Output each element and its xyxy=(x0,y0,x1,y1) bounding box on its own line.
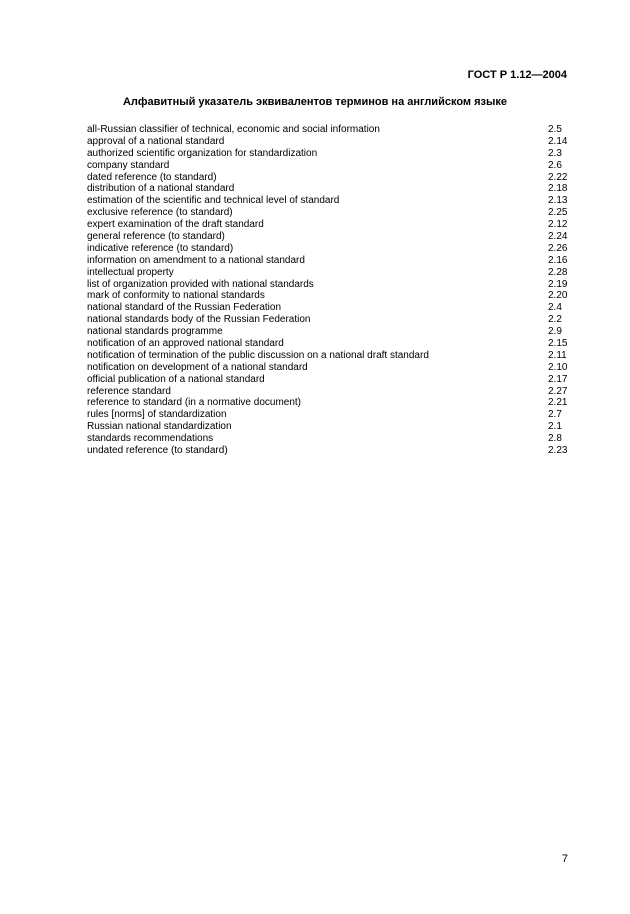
index-term: company standard xyxy=(87,159,170,171)
index-term: national standards body of the Russian Federation xyxy=(87,314,311,326)
index-reference: 2.5 xyxy=(548,124,562,135)
index-reference: 2.18 xyxy=(548,183,568,195)
index-entry xyxy=(87,136,572,148)
index-entry xyxy=(87,326,572,338)
index-entry xyxy=(87,160,572,172)
index-reference: 2.22 xyxy=(548,171,568,183)
index-reference: 2.23 xyxy=(548,445,568,457)
index-reference: 2.8 xyxy=(548,433,562,445)
index-term: indicative reference (to standard) xyxy=(87,242,234,254)
index-reference: 2.1 xyxy=(548,421,562,433)
page-number: 7 xyxy=(561,853,568,865)
index-reference: 2.26 xyxy=(548,242,568,254)
index-term: reference to standard (in a normative document) xyxy=(87,397,301,409)
index-reference: 2.7 xyxy=(548,409,562,421)
index-reference: 2.27 xyxy=(548,385,568,397)
index-term: general reference (to standard) xyxy=(87,231,225,243)
index-entry xyxy=(87,279,572,291)
index-title: Алфавитный указатель эквивалентов терминов на английском языке xyxy=(122,96,507,108)
index-entry xyxy=(87,350,572,362)
index-entry xyxy=(87,255,572,267)
index-entry xyxy=(87,433,572,445)
index-term: exclusive reference (to standard) xyxy=(87,207,233,219)
index-term: information on amendment to a national standard xyxy=(87,254,305,266)
index-term: mark of conformity to national standards xyxy=(87,290,265,302)
index-entry xyxy=(87,267,572,279)
index-reference: 2.17 xyxy=(548,373,568,385)
index-reference: 2.3 xyxy=(548,147,562,159)
index-reference: 2.6 xyxy=(548,159,562,171)
index-entry xyxy=(87,207,572,219)
index-entry xyxy=(87,124,572,136)
index-term: national standard of the Russian Federation xyxy=(87,302,282,314)
index-entry xyxy=(87,374,572,386)
index-reference: 2.13 xyxy=(548,195,568,207)
index-entry xyxy=(87,386,572,398)
index-term: rules [norms] of standardization xyxy=(87,409,227,421)
index-term: notification of an approved national standard xyxy=(87,338,284,350)
index-entry xyxy=(87,397,572,409)
index-entry xyxy=(87,338,572,350)
index-reference: 2.19 xyxy=(548,278,568,290)
index-entry xyxy=(87,290,572,302)
index-reference: 2.2 xyxy=(548,314,562,326)
index-term: notification of termination of the public discussion on a national draft standard xyxy=(87,349,429,361)
index-term: notification on development of a national standard xyxy=(87,361,308,373)
index-reference: 2.10 xyxy=(548,361,568,373)
index-term: standards recommendations xyxy=(87,433,214,445)
index-reference: 2.15 xyxy=(548,338,568,350)
index-entry xyxy=(87,219,572,231)
term-index-list xyxy=(87,124,572,457)
index-reference: 2.28 xyxy=(548,266,568,278)
index-reference: 2.24 xyxy=(548,231,568,243)
index-term: estimation of the scientific and technical level of standard xyxy=(87,195,340,207)
index-term: all-Russian classifier of technical, economic and social information xyxy=(87,124,380,135)
index-entry xyxy=(87,421,572,433)
index-term: authorized scientific organization for standardization xyxy=(87,147,318,159)
index-term: Russian national standardization xyxy=(87,421,232,433)
index-reference: 2.12 xyxy=(548,219,568,231)
index-reference: 2.25 xyxy=(548,207,568,219)
index-entry xyxy=(87,409,572,421)
document-code: ГОСТ Р 1.12—2004 xyxy=(467,69,567,81)
index-entry xyxy=(87,302,572,314)
index-term: undated reference (to standard) xyxy=(87,445,228,457)
index-reference: 2.4 xyxy=(548,302,562,314)
index-reference: 2.9 xyxy=(548,326,562,338)
index-entry xyxy=(87,445,572,457)
index-entry xyxy=(87,231,572,243)
index-term: intellectual property xyxy=(87,266,174,278)
index-term: list of organization provided with national standards xyxy=(87,278,314,290)
index-entry xyxy=(87,195,572,207)
index-reference: 2.16 xyxy=(548,254,568,266)
index-entry xyxy=(87,183,572,195)
index-term: distribution of a national standard xyxy=(87,183,235,195)
index-entry xyxy=(87,148,572,160)
index-term: expert examination of the draft standard xyxy=(87,219,264,231)
index-reference: 2.11 xyxy=(548,349,567,361)
index-term: reference standard xyxy=(87,385,171,397)
index-entry xyxy=(87,172,572,184)
index-entry xyxy=(87,243,572,255)
index-term: dated reference (to standard) xyxy=(87,171,217,183)
index-entry xyxy=(87,362,572,374)
index-entry xyxy=(87,314,572,326)
index-reference: 2.14 xyxy=(548,135,568,147)
index-term: approval of a national standard xyxy=(87,135,225,147)
index-term: official publication of a national standard xyxy=(87,373,265,385)
index-reference: 2.20 xyxy=(548,290,568,302)
index-term: national standards programme xyxy=(87,326,223,338)
index-reference: 2.21 xyxy=(548,397,568,409)
